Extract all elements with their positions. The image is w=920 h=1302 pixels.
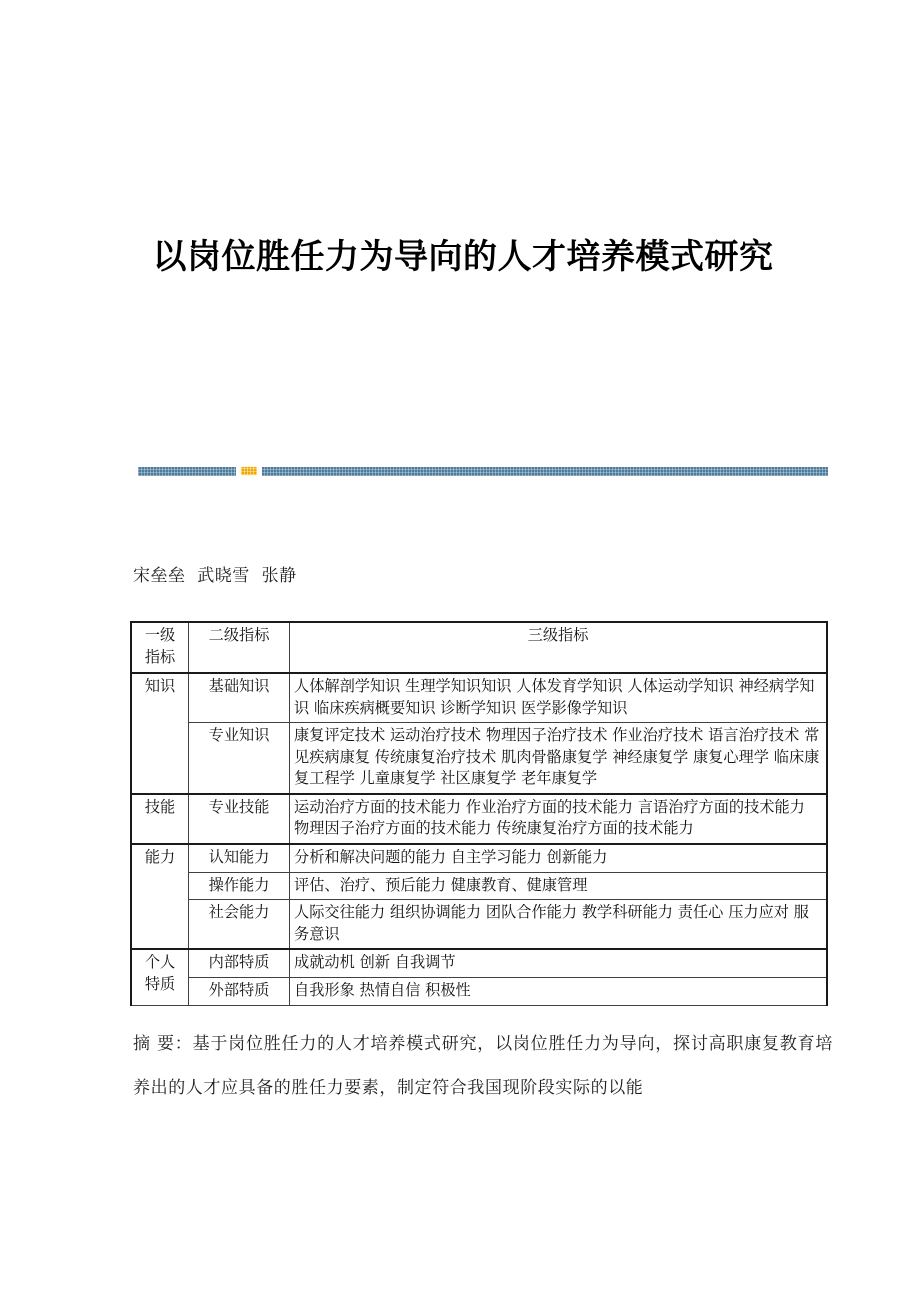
level3-content: 分析和解决问题的能力 自主学习能力 创新能力 xyxy=(290,844,828,872)
table-row xyxy=(131,900,827,950)
group-label-line1: 个人 xyxy=(144,953,176,972)
author-line: 宋垒垒 武晓雪 张静 xyxy=(133,566,297,586)
table-row xyxy=(131,844,827,872)
group-label-nengli: 能力 xyxy=(131,844,189,949)
level2-label: 认知能力 xyxy=(189,844,290,872)
level3-content: 运动治疗方面的技术能力 作业治疗方面的技术能力 言语治疗方面的技术能力 物理因子治疗方面的技术能力 传统康复治疗方面的技术能力 xyxy=(290,794,828,844)
level3-content: 人际交往能力 组织协调能力 团队合作能力 教学科研能力 责任心 压力应对 服务意识 xyxy=(290,900,828,950)
table-row xyxy=(131,977,827,1005)
table-row xyxy=(131,872,827,900)
header-cell-level1 xyxy=(131,622,189,673)
level2-label: 外部特质 xyxy=(189,977,290,1005)
group-label-zhishi: 知识 xyxy=(131,673,189,794)
group-label-gerentezhi xyxy=(131,949,189,1005)
indicator-table-wrapper xyxy=(130,621,828,1006)
table-row xyxy=(131,673,827,723)
decorative-divider xyxy=(138,464,828,478)
competency-indicator-table xyxy=(130,621,828,1006)
group-label-jineng: 技能 xyxy=(131,794,189,844)
page-title: 以岗位胜任力为导向的人才培养模式研究 xyxy=(152,236,774,277)
table-header-row xyxy=(131,622,827,673)
gold-square-ornament-icon xyxy=(236,464,262,478)
level3-content: 评估、治疗、预后能力 健康教育、健康管理 xyxy=(290,872,828,900)
table-row xyxy=(131,949,827,977)
level3-content: 康复评定技术 运动治疗技术 物理因子治疗技术 作业治疗技术 语言治疗技术 常见疾病康复 传统康复治疗技术 肌肉骨骼康复学 神经康复学 康复心理学 临床康复工程学 儿童康复学 社区康复学 老年康复学 xyxy=(290,723,828,794)
level3-content: 人体解剖学知识 生理学知识知识 人体发育学知识 人体运动学知识 神经病学知识 临床疾病概要知识 诊断学知识 医学影像学知识 xyxy=(290,673,828,723)
table-row xyxy=(131,794,827,844)
level2-label: 内部特质 xyxy=(189,949,290,977)
level2-label: 操作能力 xyxy=(189,872,290,900)
level2-label: 社会能力 xyxy=(189,900,290,950)
level3-content: 自我形象 热情自信 积极性 xyxy=(290,977,828,1005)
header-cell-level2: 二级指标 xyxy=(189,622,290,673)
level3-content: 成就动机 创新 自我调节 xyxy=(290,949,828,977)
level2-label: 专业技能 xyxy=(189,794,290,844)
group-label-line2: 特质 xyxy=(144,974,176,993)
table-row xyxy=(131,723,827,794)
abstract-paragraph: 摘 要：基于岗位胜任力的人才培养模式研究，以岗位胜任力为导向，探讨高职康复教育培养出的人才应具备的胜任力要素，制定符合我国现阶段实际的以能 xyxy=(133,1034,833,1099)
level2-label: 基础知识 xyxy=(189,673,290,723)
header-level1-line2: 指标 xyxy=(144,647,176,666)
header-level1-line1: 一级 xyxy=(144,626,176,644)
level2-label: 专业知识 xyxy=(189,723,290,794)
header-cell-level3: 三级指标 xyxy=(290,622,828,673)
